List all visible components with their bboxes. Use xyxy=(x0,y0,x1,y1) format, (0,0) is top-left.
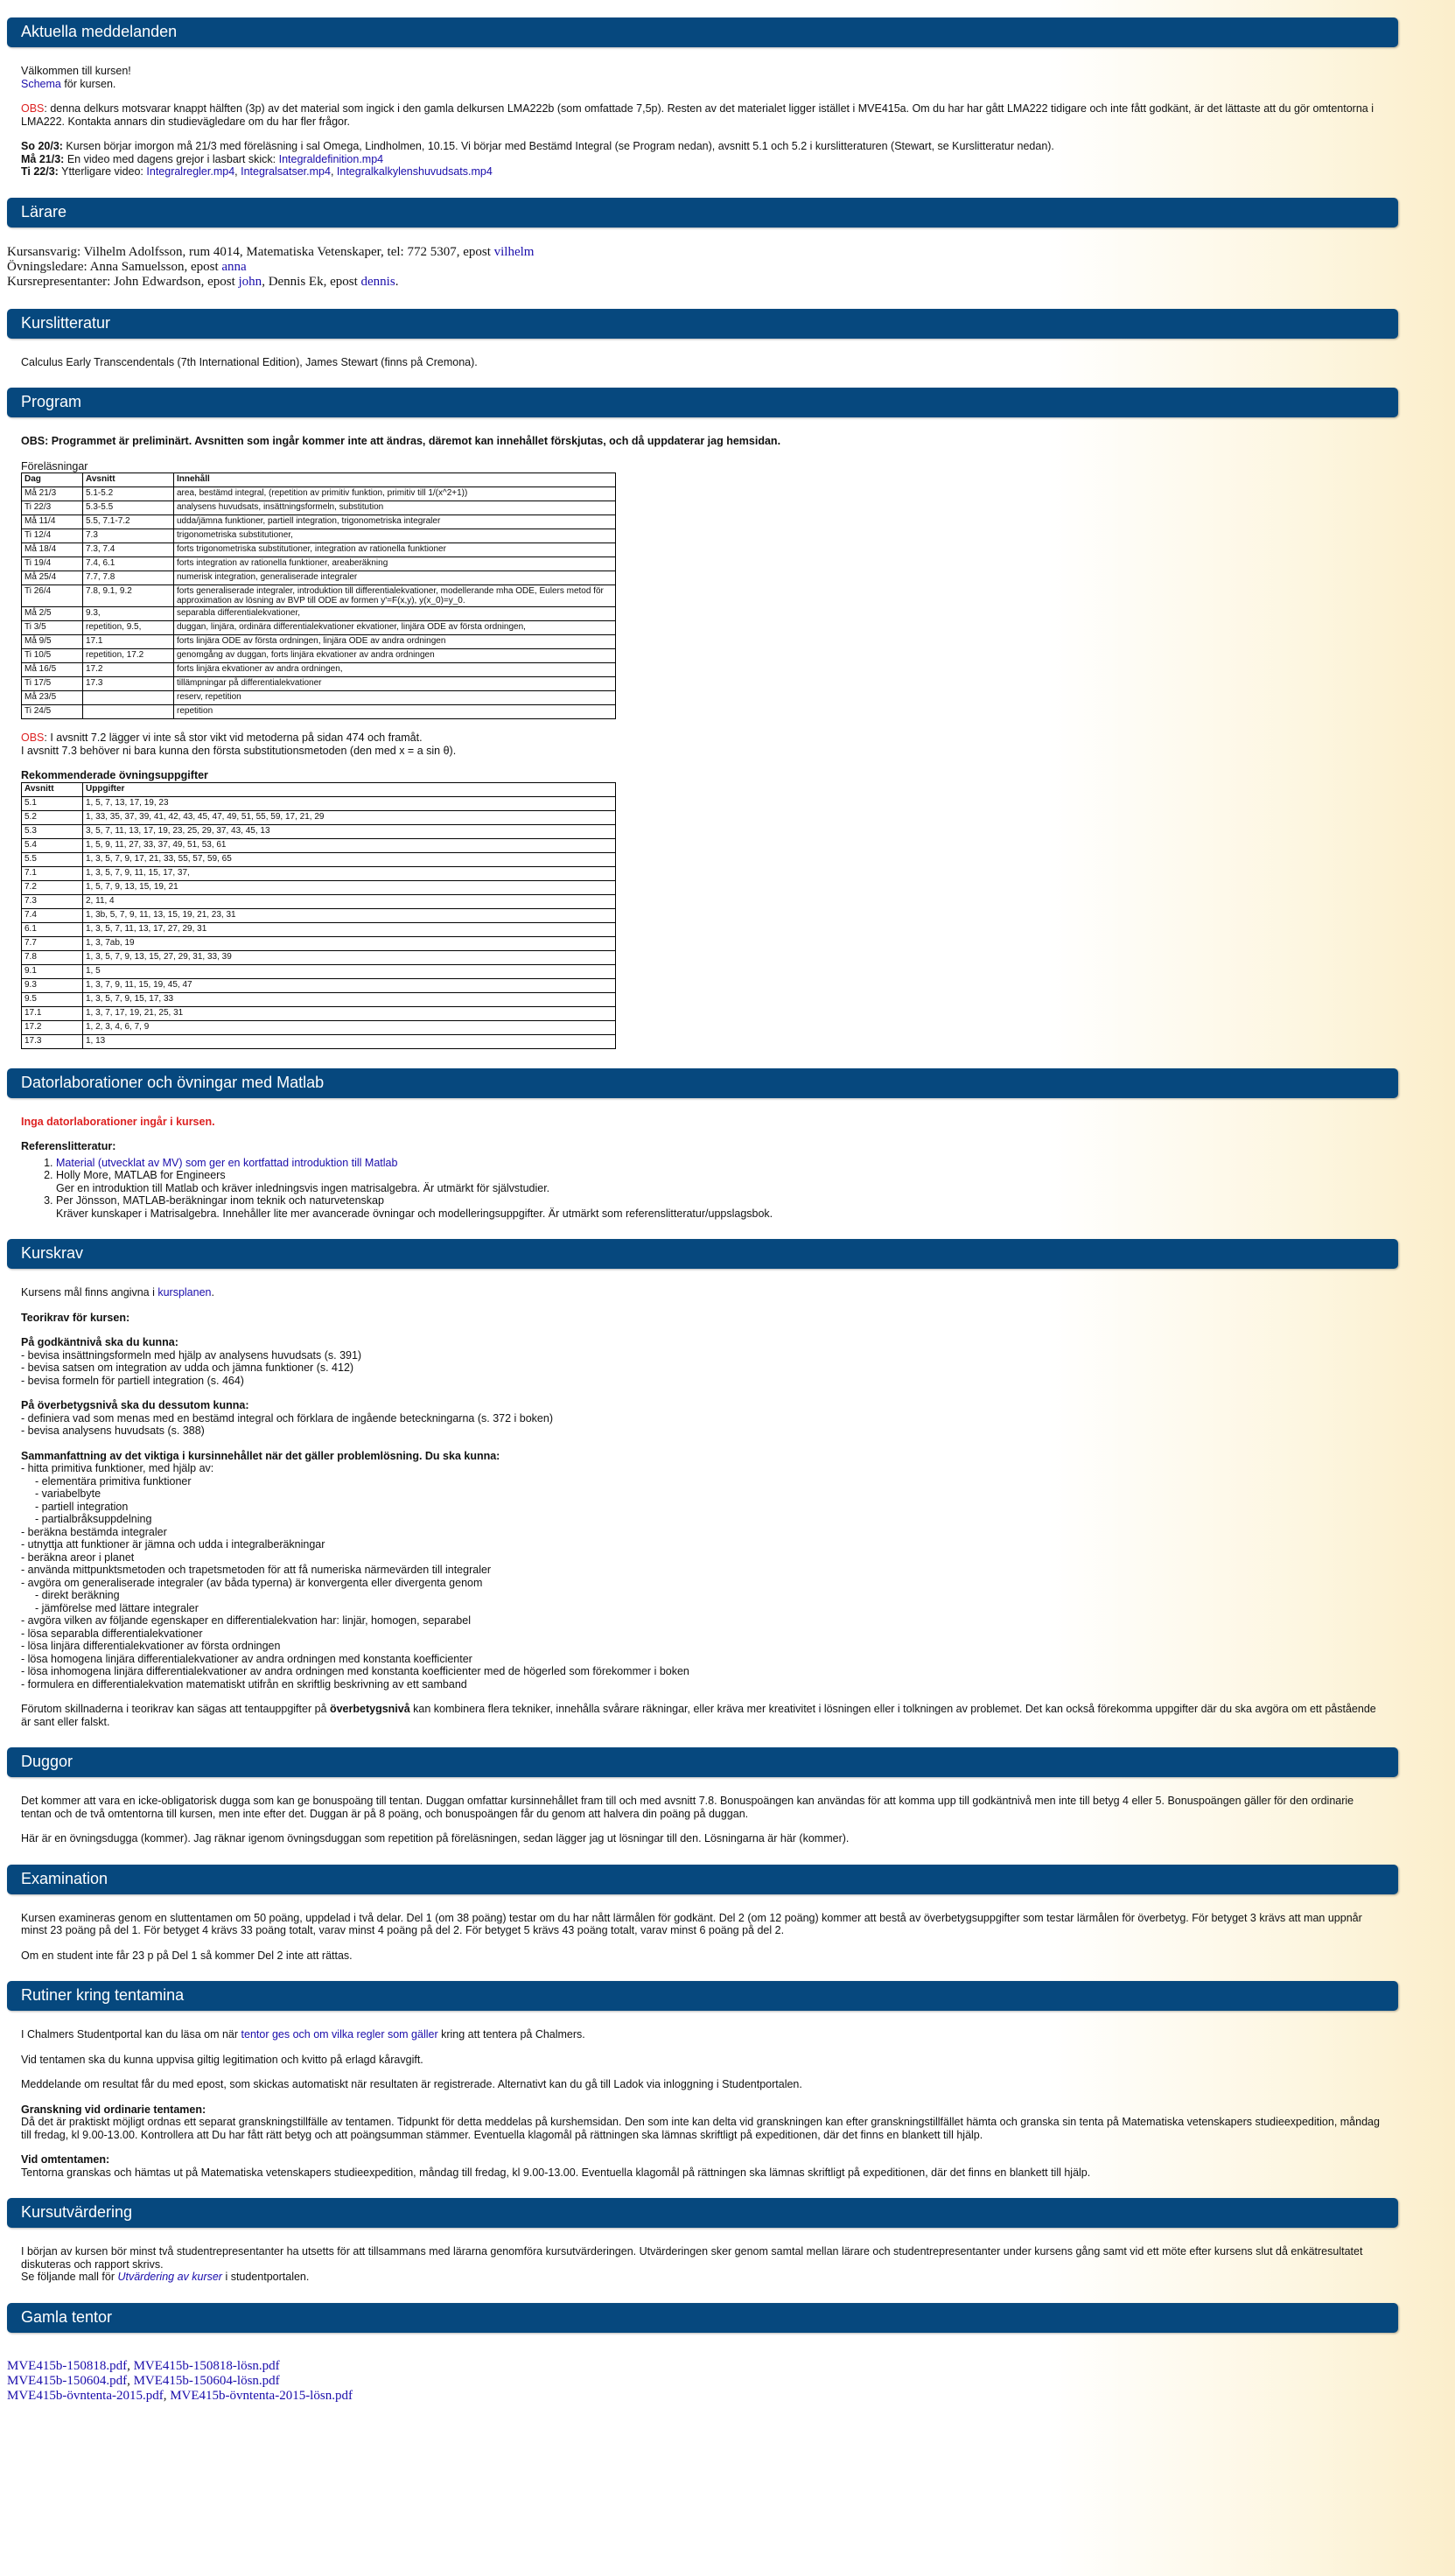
forelasningar-table xyxy=(21,472,616,719)
utvardering-link[interactable]: Utvärdering av kurser xyxy=(117,2271,222,2283)
list-item: - lösa inhomogena linjära differentialekvationer av andra ordningen med konstanta koefficienter med de högerled som förekommer i boken xyxy=(21,1665,689,1677)
table-row xyxy=(22,705,616,719)
table-cell: 2, 11, 4 xyxy=(83,894,616,908)
tentor-regler-link[interactable]: tentor ges och om vilka regler som gäller xyxy=(241,2028,438,2040)
table-header-row xyxy=(22,473,616,487)
table-row xyxy=(22,557,616,571)
table-cell: Ti 12/4 xyxy=(22,529,83,543)
table-row xyxy=(22,585,616,607)
table-cell: 5.2 xyxy=(22,810,83,824)
news-ti: Ti 22/3: Ytterligare video: Integralregler.mp4, Integralsatser.mp4, Integralkalkylenshuvudsats.mp4 xyxy=(21,165,493,178)
table-row xyxy=(22,635,616,649)
table-header-row xyxy=(22,782,616,796)
section-header-gamla-tentor: Gamla tentor xyxy=(7,2303,1398,2333)
table-cell: 1, 3b, 5, 7, 9, 11, 13, 15, 19, 21, 23, 31 xyxy=(83,908,616,922)
solution-pdf-link[interactable]: MVE415b-övntenta-2015-lösn.pdf xyxy=(170,2388,353,2403)
table-cell: 1, 13 xyxy=(83,1034,616,1048)
welcome-text: Välkommen till kursen! xyxy=(21,65,131,77)
kursplanen-link[interactable]: kursplanen xyxy=(157,1286,212,1298)
table-cell xyxy=(83,691,174,705)
table-cell: repetition xyxy=(174,705,616,719)
section-examination xyxy=(7,1894,1398,1982)
schema-link[interactable]: Schema xyxy=(21,77,61,90)
table-cell: Må 18/4 xyxy=(22,543,83,557)
table-cell: 7.8 xyxy=(22,950,83,964)
forelasningar-title: Föreläsningar xyxy=(21,459,88,472)
exam-pdf-link[interactable]: MVE415b-150604.pdf xyxy=(7,2373,128,2388)
obs-notice xyxy=(21,102,1384,128)
table-row xyxy=(22,543,616,557)
video-link-integraldefinition[interactable]: Integraldefinition.mp4 xyxy=(278,152,384,165)
table-cell: 5.1 xyxy=(22,796,83,810)
table-cell: 1, 5, 7, 9, 13, 15, 19, 21 xyxy=(83,880,616,894)
list-item: - bevisa formeln för partiell integration (s. 464) xyxy=(21,1374,244,1387)
news-so xyxy=(21,140,1384,153)
table-row xyxy=(22,691,616,705)
godkant-title: På godkäntnivå ska du kunna: xyxy=(21,1336,178,1348)
list-item: - jämförelse med lättare integraler xyxy=(35,1601,199,1614)
list-item xyxy=(56,1194,1384,1220)
news-ma-label: Må 21/3: xyxy=(21,152,65,165)
kursmal-text: Kursens mål finns angivna i xyxy=(21,1286,158,1298)
table-cell: 5.5 xyxy=(22,852,83,866)
table-cell: 1, 33, 35, 37, 39, 41, 42, 43, 45, 47, 49, 51, 55, 59, 17, 21, 29 xyxy=(83,810,616,824)
video-link-integralsatser[interactable]: Integralsatser.mp4 xyxy=(241,165,331,178)
rutiner-p2: Vid tentamen ska du kunna uppvisa giltig legitimation och kvitto på erlagd kåravgift. xyxy=(21,2053,423,2066)
ref-title: Per Jönsson, MATLAB-beräkningar inom teknik och naturvetenskap xyxy=(56,1194,384,1207)
section-kursutvardering xyxy=(7,2228,1398,2303)
table-header-cell: Dag xyxy=(22,473,83,487)
table-cell: 7.3, 7.4 xyxy=(83,543,174,557)
table-cell: Ti 26/4 xyxy=(22,585,83,607)
table-cell: 3, 5, 7, 11, 13, 17, 19, 23, 25, 29, 37, 43, 45, 13 xyxy=(83,824,616,838)
kursrep-text-b: , Dennis Ek, epost xyxy=(262,274,361,289)
table-header-cell: Avsnitt xyxy=(22,782,83,796)
table-cell: forts generaliserade integraler, introduktion till differentialekvationer, modellerande mha ODE, Eulers metod för approximation av lösning av BVP till ODE av formen y'=F(x,y), y(x_0)=y_0. xyxy=(174,585,616,607)
section-aktuella xyxy=(7,47,1398,198)
list-item: - avgöra vilken av följande egenskaper en differentialekvation har: linjär, homogen, separabel xyxy=(21,1614,471,1627)
table-cell: 7.3 xyxy=(83,529,174,543)
table-row xyxy=(22,501,616,515)
table-cell: 1, 2, 3, 4, 6, 7, 9 xyxy=(83,1020,616,1034)
rutiner-p1 xyxy=(21,2028,1384,2041)
list-item: - bevisa insättningsformeln med hjälp av analysens huvudsats (s. 391) xyxy=(21,1348,362,1362)
table-cell: 7.4, 6.1 xyxy=(83,557,174,571)
list-item: - använda mittpunktsmetoden och trapetsmetoden för att få numeriska närmevärden till integraler xyxy=(21,1564,492,1576)
news-ti-label: Ti 22/3: xyxy=(21,165,59,178)
list-item: - definiera vad som menas med en bestämd integral och förklara de ingående beteckningarna (s. 372 i boken) xyxy=(21,1411,553,1424)
email-link-anna[interactable]: anna xyxy=(221,259,247,274)
table-row xyxy=(22,936,616,950)
table-cell: 1, 3, 7, 9, 11, 15, 19, 45, 47 xyxy=(83,978,616,992)
table-cell: 1, 3, 5, 7, 11, 13, 17, 27, 29, 31 xyxy=(83,922,616,936)
table-cell: Må 23/5 xyxy=(22,691,83,705)
table-row xyxy=(22,621,616,635)
table-cell xyxy=(83,705,174,719)
list-item: MVE415b-övntenta-2015.pdf, MVE415b-övntenta-2015-lösn.pdf xyxy=(7,2388,353,2403)
table-cell: 17.1 xyxy=(22,1006,83,1020)
news-ma xyxy=(21,153,1384,166)
table-cell: 17.2 xyxy=(83,663,174,677)
referenslitteratur-title: Referenslitteratur: xyxy=(21,1140,116,1152)
table-cell: 7.2 xyxy=(22,880,83,894)
table-cell: 1, 5 xyxy=(83,964,616,978)
kursrep-text-a: Kursrepresentanter: John Edwardson, epost xyxy=(7,274,239,289)
table-cell: 17.3 xyxy=(83,677,174,691)
utv-p2-b: i studentportalen. xyxy=(221,2271,310,2283)
section-header-duggor: Duggor xyxy=(7,1747,1398,1777)
video-link-integralregler[interactable]: Integralregler.mp4 xyxy=(146,165,235,178)
list-item: MVE415b-150604.pdf, MVE415b-150604-lösn.pdf xyxy=(7,2373,280,2388)
table-cell: 5.4 xyxy=(22,838,83,852)
kursansvarig-text: Kursansvarig: Vilhelm Adolfsson, rum 4014, Matematiska Vetenskaper, tel: 772 5307, epost xyxy=(7,244,494,259)
list-item: - utnyttja att funktioner är jämna och udda i integralberäkningar xyxy=(21,1538,325,1550)
schema-rest: för kursen. xyxy=(60,77,116,90)
list-item: - elementära primitiva funktioner xyxy=(35,1474,192,1488)
ref-title: Holly More, MATLAB for Engineers xyxy=(56,1169,226,1181)
section-rutiner xyxy=(7,2011,1398,2198)
table-cell: 17.1 xyxy=(83,635,174,649)
table-cell: forts trigonometriska substitutioner, integration av rationella funktioner xyxy=(174,543,616,557)
table-row xyxy=(22,824,616,838)
table-cell: repetition, 9.5, xyxy=(83,621,174,635)
rutiner-p1-a: I Chalmers Studentportal kan du läsa om när xyxy=(21,2028,241,2040)
table-row xyxy=(22,866,616,880)
news-so-label: So 20/3: xyxy=(21,140,63,152)
section-header-aktuella: Aktuella meddelanden xyxy=(7,18,1398,47)
utv-p2 xyxy=(21,2271,1384,2284)
table-cell: duggan, linjära, ordinära differentialekvationer ekvationer, linjära ODE av första ordningen, xyxy=(174,621,616,635)
referenslitteratur-list xyxy=(21,1157,1384,1221)
table-cell: 7.1 xyxy=(22,866,83,880)
section-header-kurskrav: Kurskrav xyxy=(7,1239,1398,1269)
kursrepresentanter-line xyxy=(7,275,1398,290)
table-cell: 1, 5, 7, 13, 17, 19, 23 xyxy=(83,796,616,810)
table-row xyxy=(22,607,616,621)
obs-label: OBS xyxy=(21,102,45,115)
email-link-john[interactable]: john xyxy=(238,274,262,289)
table-cell: 1, 3, 5, 7, 9, 15, 17, 33 xyxy=(83,992,616,1006)
rutiner-p3: Meddelande om resultat får du med epost, som skickas automatiskt när resultaten är registrerade. Alternativt kan du gå till Ladok via inloggning i Studentportalen. xyxy=(21,2078,802,2090)
obs2-label: OBS xyxy=(21,732,45,744)
kursrep-text-c: . xyxy=(395,274,399,289)
table-cell: Ti 3/5 xyxy=(22,621,83,635)
duggor-p2: Här är en övningsdugga (kommer). Jag räknar igenom övningsduggan som repetition på föreläsningen, sedan lägger jag ut lösningar till den. Lösningarna är här (kommer). xyxy=(21,1832,850,1844)
table-cell: reserv, repetition xyxy=(174,691,616,705)
table-row xyxy=(22,1006,616,1020)
kursmal-dot: . xyxy=(211,1286,214,1298)
table-cell: 9.3, xyxy=(83,607,174,621)
list-item: - beräkna bestämda integraler xyxy=(21,1525,167,1538)
list-item: - avgöra om generaliserade integraler (av båda typerna) är konvergenta eller divergenta genom xyxy=(21,1576,483,1589)
table-row xyxy=(22,487,616,501)
list-item: - direkt beräkning xyxy=(35,1589,120,1601)
utv-p1: I början av kursen bör minst två studentrepresentanter ha utsetts för att tillsammans med lärarna genomföra kursutvärderingen. Utvärderingen sker genom samtal mellan lärare och studentrepresentanter under kursens gång samt vid ett möte efter kursens slut då enkätresultatet diskuteras och rapport skrivs. xyxy=(21,2245,1363,2271)
program-obs: OBS: Programmet är preliminärt. Avsnitten som ingår kommer inte att ändras, däremot kan innehållet förskjutas, och då uppdaterar jag hemsidan. xyxy=(21,435,781,447)
table-cell: Ti 22/3 xyxy=(22,501,83,515)
table-header-cell: Avsnitt xyxy=(83,473,174,487)
section-program xyxy=(7,417,1398,1068)
news-ti-text: Ytterligare video: xyxy=(58,165,147,178)
table-cell: 5.5, 7.1-7.2 xyxy=(83,515,174,529)
list-item xyxy=(56,1157,1384,1170)
forutom-c: kan kombinera flera tekniker, innehålla svårare räkningar, eller kräva mer kreativitet i lösningen eller i tolkningen av problemet. Det kan också förekomma uppgifter där du ska avgöra om ett påstående är sant eller falskt. xyxy=(21,1703,1376,1728)
table-row xyxy=(22,992,616,1006)
kursansvarig-line xyxy=(7,245,1398,260)
solution-pdf-link[interactable]: MVE415b-150818-lösn.pdf xyxy=(133,2358,280,2373)
duggor-p1: Det kommer att vara en icke-obligatorisk dugga som kan ge bonuspoäng till tentan. Duggan omfattar kursinnehållet fram till och med avsnitt 7.8. Bonuspoängen kan användas för att komma upp till godkäntnivå men inte till betyg 4 eller 5. Bonuspoängen gäller för den ordinarie tentan och de två omtentorna till kursen, men inte efter det. Duggan är på 8 poäng, och bonuspoängen får du genom att halvera din poäng på duggan. xyxy=(21,1795,1354,1820)
list-item: - beräkna areor i planet xyxy=(21,1550,135,1564)
section-kurskrav xyxy=(7,1269,1398,1747)
list-item: - bevisa satsen om integration av udda och jämna funktioner (s. 412) xyxy=(21,1362,354,1374)
news-so-text: Kursen börjar imorgon må 21/3 med föreläsning i sal Omega, Lindholmen, 10.15. Vi börjar med Bestämd Integral (se Program nedan), avsnitt 5.1 och 5.2 i kurslitteraturen (Stewart, se Kurslitteratur nedan). xyxy=(62,140,1054,152)
sammanfattning-title: Sammanfattning av det viktiga i kursinnehållet när det gäller problemlösning. Du ska kunna: xyxy=(21,1449,500,1462)
table-cell: 17.3 xyxy=(22,1034,83,1048)
rekommenderade-title: Rekommenderade övningsuppgifter xyxy=(21,769,208,781)
exam-pdf-link[interactable]: MVE415b-150818.pdf xyxy=(7,2358,128,2373)
omtentamen-text: Tentorna granskas och hämtas ut på Matematiska vetenskapers studieexpedition, måndag till fredag, kl 9.00-13.00. Eventuella klagomål på rättningen ska lämnas skriftligt på expeditionen, där det finns en blankett till hjälp. xyxy=(21,2166,1091,2179)
forutom-b: överbetygsnivå xyxy=(329,1703,410,1715)
table-cell: Må 16/5 xyxy=(22,663,83,677)
list-item: - partiell integration xyxy=(35,1500,129,1513)
utv-p2-a: Se följande mall för xyxy=(21,2271,118,2283)
table-row xyxy=(22,649,616,663)
table-header-cell: Innehåll xyxy=(174,473,616,487)
list-item: - lösa linjära differentialekvationer av första ordningen xyxy=(21,1640,281,1652)
program-obs2 xyxy=(21,732,1384,745)
section-header-larare: Lärare xyxy=(7,198,1398,228)
table-row xyxy=(22,1020,616,1034)
obs2-text: : I avsnitt 7.2 lägger vi inte så stor vikt vid metoderna på sidan 474 och framåt. xyxy=(44,732,423,744)
table-cell: 5.3 xyxy=(22,824,83,838)
table-cell: 1, 3, 5, 7, 9, 11, 15, 17, 37, xyxy=(83,866,616,880)
table-cell: 7.3 xyxy=(22,894,83,908)
table-cell: separabla differentialekvationer, xyxy=(174,607,616,621)
list-item: - formulera en differentialekvation matematiskt utifrån en skriftlig beskrivning av ett samband xyxy=(21,1677,467,1690)
table-cell: 1, 3, 7, 17, 19, 21, 25, 31 xyxy=(83,1006,616,1020)
table-cell: 1, 5, 9, 11, 27, 33, 37, 49, 51, 53, 61 xyxy=(83,838,616,852)
table-cell: Ti 10/5 xyxy=(22,649,83,663)
table-row xyxy=(22,796,616,810)
list-item: - lösa separabla differentialekvationer xyxy=(21,1627,203,1640)
table-header-cell: Uppgifter xyxy=(83,782,616,796)
table-cell: forts integration av rationella funktioner, areaberäkning xyxy=(174,557,616,571)
table-cell: 7.7 xyxy=(22,936,83,950)
schema-line xyxy=(21,78,1384,91)
table-cell: genomgång av duggan, forts linjära ekvationer av andra ordningen xyxy=(174,649,616,663)
matlab-notice: Inga datorlaborationer ingår i kursen. xyxy=(21,1115,215,1128)
list-item: - bevisa analysens huvudsats (s. 388) xyxy=(21,1424,205,1437)
table-cell: 5.3-5.5 xyxy=(83,501,174,515)
news-ma-text: En video med dagens grejor i lasbart skick: xyxy=(64,152,279,165)
table-cell: Ti 17/5 xyxy=(22,677,83,691)
section-header-examination: Examination xyxy=(7,1865,1398,1894)
section-header-matlab: Datorlaborationer och övningar med Matlab xyxy=(7,1068,1398,1098)
teorikrav-title: Teorikrav för kursen: xyxy=(21,1311,130,1324)
table-cell: repetition, 17.2 xyxy=(83,649,174,663)
granskning-text: Då det är praktiskt möjligt ordnas ett separat granskningstillfälle av tentamen. Tidpunkt för detta meddelas på kurshemsidan. Den som inte kan delta vid granskningen kan efter granskningstillfället hämta och granska sin tenta på Matematiska vetenskapers studieexpedition, måndag till fredag, kl 9.00-13.00. Kontrollera att Du har fått rätt betyg och att poängsumman stämmer. Eventuella klagomål på rättningen ska lämnas skriftligt på expeditionen, där det finns en blankett till hjälp. xyxy=(21,2116,1380,2141)
list-item: - hitta primitiva funktioner, med hjälp av: xyxy=(21,1462,214,1474)
granskning-title: Granskning vid ordinarie tentamen: xyxy=(21,2103,206,2116)
table-cell: Ti 19/4 xyxy=(22,557,83,571)
table-cell: numerisk integration, generaliserade integraler xyxy=(174,571,616,585)
ovningsledare-line xyxy=(7,260,1398,275)
forutom-text xyxy=(21,1703,1384,1728)
table-row xyxy=(22,529,616,543)
list-item: MVE415b-150818.pdf, MVE415b-150818-lösn.pdf xyxy=(7,2358,280,2373)
overbetyg-title: På överbetygsnivå ska du dessutom kunna: xyxy=(21,1399,249,1411)
exam-p1: Kursen examineras genom en sluttentamen om 50 poäng, uppdelad i två delar. Del 1 (om 38 poäng) testar om du har nått lärmålen för godkänt. Del 2 (om 12 poäng) kommer att bestå av överbetygsuppgifter som testar lärmålen för överbetyg. För betyget 3 krävs att man uppnår minst 23 poäng på del 1. För betyget 4 krävs 33 poäng totalt, varav minst 4 poäng på del 2. För betyget 5 krävs 43 poäng totalt, varav minst 6 poäng på del 2. xyxy=(21,1911,1362,1936)
table-cell: area, bestämd integral, (repetition av primitiv funktion, primitiv till 1/(x^2+1)) xyxy=(174,487,616,501)
table-cell: 5.1-5.2 xyxy=(83,487,174,501)
omtentamen-title: Vid omtentamen: xyxy=(21,2153,110,2166)
table-row xyxy=(22,1034,616,1048)
table-row xyxy=(22,880,616,894)
exam-pdf-link[interactable]: MVE415b-övntenta-2015.pdf xyxy=(7,2388,164,2403)
table-row xyxy=(22,978,616,992)
section-kurslitteratur xyxy=(7,339,1398,388)
table-row xyxy=(22,922,616,936)
solution-pdf-link[interactable]: MVE415b-150604-lösn.pdf xyxy=(133,2373,280,2388)
list-item: - partialbråksuppdelning xyxy=(35,1513,152,1525)
table-row xyxy=(22,908,616,922)
table-row xyxy=(22,838,616,852)
table-cell: Ti 24/5 xyxy=(22,705,83,719)
table-cell: forts linjära ODE av första ordningen, linjära ODE av andra ordningen xyxy=(174,635,616,649)
table-cell: 9.5 xyxy=(22,992,83,1006)
program-obs2-line2: I avsnitt 7.3 behöver ni bara kunna den första substitutionsmetoden (den med x = a sin θ). xyxy=(21,744,457,757)
table-cell: 6.1 xyxy=(22,922,83,936)
list-item xyxy=(56,1169,1384,1194)
table-row xyxy=(22,852,616,866)
section-larare xyxy=(7,228,1398,309)
section-header-rutiner: Rutiner kring tentamina xyxy=(7,1981,1398,2011)
table-cell: 1, 3, 5, 7, 9, 13, 15, 27, 29, 31, 33, 39 xyxy=(83,950,616,964)
kursmal-line xyxy=(21,1286,1384,1299)
list-item: - lösa homogena linjära differentialekvationer av andra ordningen med konstanta koefficienter xyxy=(21,1652,472,1665)
table-row xyxy=(22,515,616,529)
video-link-huvudsats[interactable]: Integralkalkylenshuvudsats.mp4 xyxy=(336,165,493,178)
gamla-tentor-list xyxy=(7,2333,1398,2404)
table-cell: Må 21/3 xyxy=(22,487,83,501)
table-cell: trigonometriska substitutioner, xyxy=(174,529,616,543)
table-row xyxy=(22,894,616,908)
table-cell: 7.8, 9.1, 9.2 xyxy=(83,585,174,607)
table-cell: 7.7, 7.8 xyxy=(83,571,174,585)
table-cell: Må 9/5 xyxy=(22,635,83,649)
table-cell: 9.1 xyxy=(22,964,83,978)
table-row xyxy=(22,810,616,824)
table-cell: forts linjära ekvationer av andra ordningen, xyxy=(174,663,616,677)
table-cell: 1, 3, 5, 7, 9, 17, 21, 33, 55, 57, 59, 65 xyxy=(83,852,616,866)
ref-desc: Kräver kunskaper i Matrisalgebra. Innehåller lite mer avancerade övningar och modelleringsuppgifter. Är utmärkt som referenslitteratur/uppslagsbok. xyxy=(56,1207,773,1220)
table-row xyxy=(22,950,616,964)
forutom-a: Förutom skillnaderna i teorikrav kan sägas att tentauppgifter på xyxy=(21,1703,330,1715)
ref-desc: Ger en introduktion till Matlab och kräver inledningsvis ingen matrisalgebra. Är utmärkt för självstudier. xyxy=(56,1181,550,1194)
section-header-program: Program xyxy=(7,388,1398,417)
overbetyg-list xyxy=(21,1412,1384,1438)
table-row xyxy=(22,663,616,677)
section-header-kursutvardering: Kursutvärdering xyxy=(7,2198,1398,2228)
table-cell: Må 2/5 xyxy=(22,607,83,621)
table-cell: 9.3 xyxy=(22,978,83,992)
kurslitteratur-text: Calculus Early Transcendentals (7th International Edition), James Stewart (finns på Cremona). xyxy=(21,355,478,368)
table-cell: 7.4 xyxy=(22,908,83,922)
godkant-list xyxy=(21,1349,1384,1388)
section-matlab xyxy=(7,1098,1398,1240)
obs-text: : denna delkurs motsvarar knappt hälften (3p) av det material som ingick i den gamla delkursen LMA222b (som omfattade 7,5p). Resten av det materialet ligger istället i MVE415a. Om du har har gått LMA222 tidigare och inte fått godkänt, är det lättaste att du gör omtentorna i LMA222. Kontakta annars din studievägledare om du har fler frågor. xyxy=(21,102,1374,128)
table-row xyxy=(22,677,616,691)
table-cell: Må 11/4 xyxy=(22,515,83,529)
table-cell: 1, 3, 7ab, 19 xyxy=(83,936,616,950)
matlab-material-link[interactable]: Material (utvecklat av MV) som ger en kortfattad introduktion till Matlab xyxy=(56,1156,398,1169)
table-row xyxy=(22,964,616,978)
ovningsledare-text: Övningsledare: Anna Samuelsson, epost xyxy=(7,259,222,274)
email-link-vilhelm[interactable]: vilhelm xyxy=(493,244,535,259)
sammanfattning-list xyxy=(21,1462,1384,1690)
rutiner-p1-b: kring att tentera på Chalmers. xyxy=(437,2028,585,2040)
table-cell: Må 25/4 xyxy=(22,571,83,585)
section-duggor xyxy=(7,1777,1398,1865)
table-cell: 17.2 xyxy=(22,1020,83,1034)
section-header-kurslitteratur: Kurslitteratur xyxy=(7,309,1398,339)
ovningsuppgifter-table xyxy=(21,782,616,1049)
table-cell: udda/jämna funktioner, partiell integration, trigonometriska integraler xyxy=(174,515,616,529)
email-link-dennis[interactable]: dennis xyxy=(360,274,395,289)
table-cell: tillämpningar på differentialekvationer xyxy=(174,677,616,691)
exam-p2: Om en student inte får 23 p på Del 1 så kommer Del 2 inte att rättas. xyxy=(21,1949,353,1962)
list-item: - variabelbyte xyxy=(35,1488,101,1500)
table-row xyxy=(22,571,616,585)
table-cell: analysens huvudsats, insättningsformeln, substitution xyxy=(174,501,616,515)
